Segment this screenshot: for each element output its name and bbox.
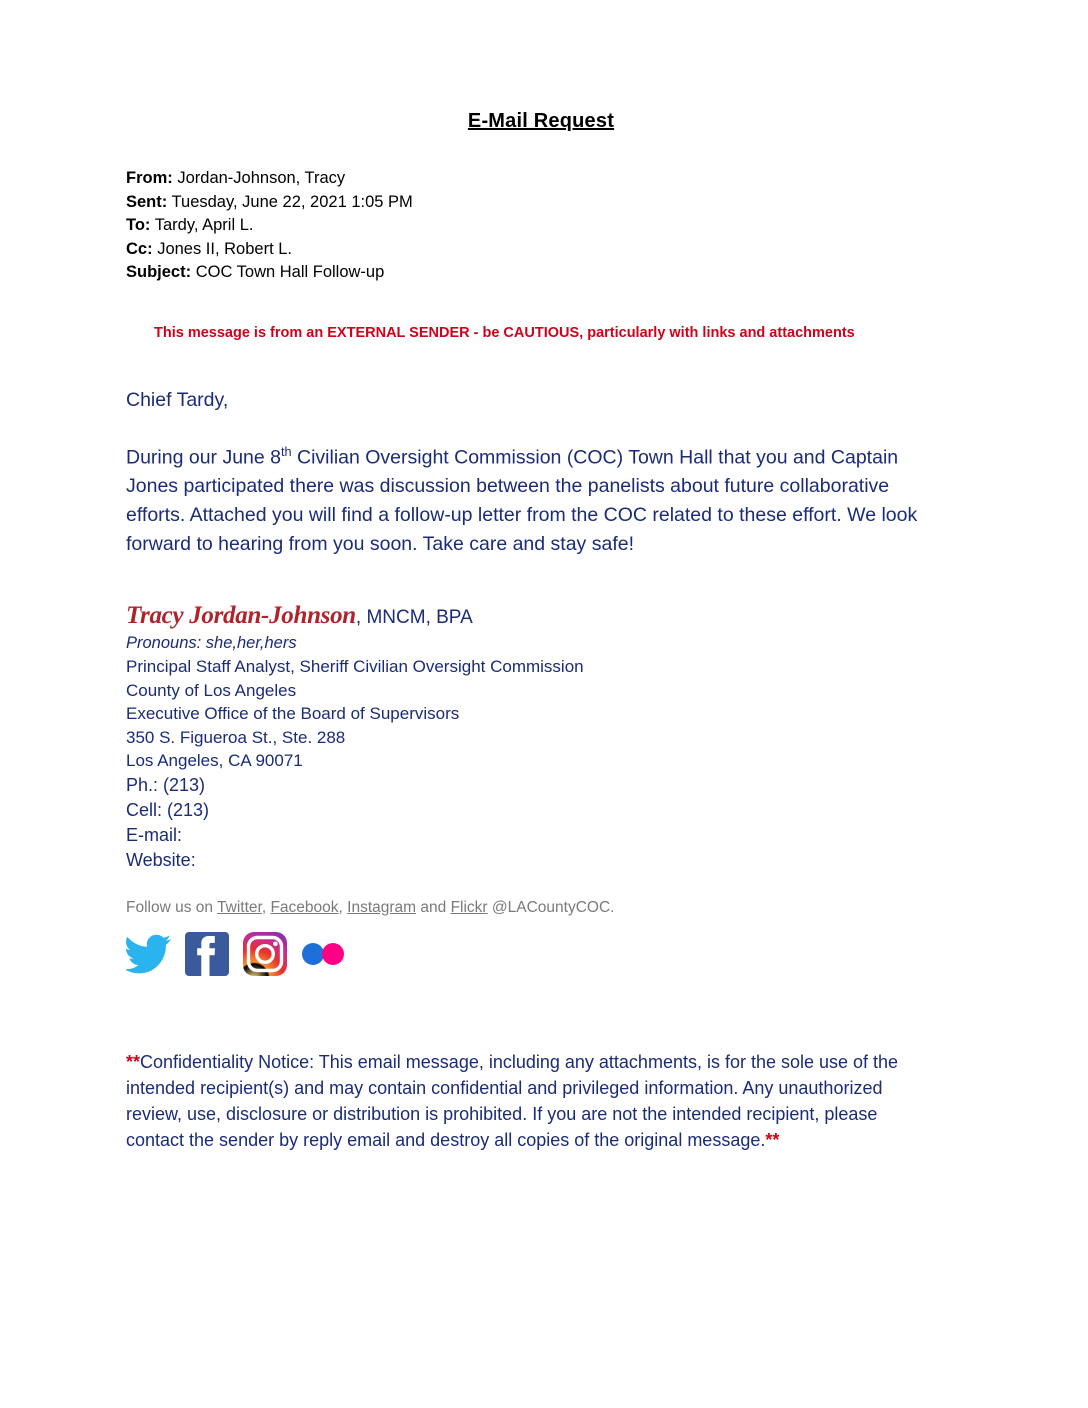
follow-sep-3: and [416,898,451,916]
email-greeting: Chief Tardy, [126,388,229,411]
signature-phone: Ph.: (213) [126,774,206,795]
confidentiality-text: Confidentiality Notice: This email message, including any attachments, is for the sole use of the intended recipient(s) and may contain confidential and privileged information. Any unauthorized review, use, disclosure or distribution is prohibited. If you are not the intended recipient, please contact the sender by reply email and destroy all copies of the original message. [126,1051,899,1150]
signature-email: E-mail: [126,824,183,845]
follow-sep-2: , [338,898,348,916]
follow-sep-1: , [261,898,271,916]
document-content [126,110,956,1153]
follow-prefix: Follow us on [126,898,218,916]
header-value-sent: Tuesday, June 22, 2021 1:05 PM [171,192,413,211]
signature-block [126,603,956,873]
confidentiality-close-stars: ** [765,1129,780,1150]
signature-office: Executive Office of the Board of Supervisors [126,704,460,723]
signature-county: County of Los Angeles [126,680,297,700]
confidentiality-open-stars: ** [126,1051,141,1072]
header-row-subject [126,261,956,285]
header-row-to [126,214,956,238]
signature-website: Website: [126,849,196,870]
signature-title: Principal Staff Analyst, Sheriff Civilian Oversight Commission [126,657,584,676]
twitter-icon[interactable] [126,931,172,977]
twitter-link[interactable]: Twitter [217,898,262,916]
header-value-to: Tardy, April L. [154,216,254,234]
signature-pronouns: Pronouns: she,her,hers [126,634,297,652]
header-label-from: From: [126,169,173,187]
header-value-cc: Jones II, Robert L. [157,239,293,258]
flickr-icon[interactable] [300,931,346,977]
signature-credentials: , MNCM, BPA [355,607,473,628]
flickr-link[interactable]: Flickr [450,898,488,916]
ordinal-suffix: th [281,444,292,459]
header-value-from: Jordan-Johnson, Tracy [177,169,346,187]
email-body-paragraph [126,438,936,560]
signature-name-line [126,603,956,631]
header-row-cc [126,238,956,262]
signature-name: Tracy Jordan-Johnson [126,602,356,629]
email-header-block [126,167,956,285]
signature-cell: Cell: (213) [126,799,210,820]
body-text-before-ordinal: During our June 8 [126,446,282,468]
facebook-link[interactable]: Facebook [270,898,339,916]
follow-suffix: @LACountyCOC. [487,898,615,916]
instagram-link[interactable]: Instagram [347,898,417,916]
header-label-sent: Sent: [126,192,168,211]
header-value-subject: COC Town Hall Follow-up [195,263,385,281]
confidentiality-notice [126,1049,938,1153]
page-title: E-Mail Request [467,110,615,132]
header-row-from [126,167,956,191]
follow-us-line [126,899,956,917]
instagram-icon[interactable] [242,931,288,977]
signature-street: 350 S. Figueroa St., Ste. 288 [126,727,346,747]
header-row-sent [126,191,956,215]
signature-city-state-zip: Los Angeles, CA 90071 [126,751,303,770]
header-label-to: To: [126,216,151,234]
social-icon-row [126,931,956,977]
body-text-after-ordinal: Civilian Oversight Commission (COC) Town Hall that you and Captain Jones participated there was discussion between the panelists about future collaborative efforts. Attached you will find a follow-up letter from the COC related to these effort. We look forward to hearing from you soon. Take care and stay safe! [126,446,918,555]
header-label-cc: Cc: [126,239,153,258]
external-sender-warning: This message is from an EXTERNAL SENDER - be CAUTIOUS, particularly with links and attachments [154,324,855,341]
facebook-icon[interactable] [184,931,230,977]
header-label-subject: Subject: [126,263,192,281]
